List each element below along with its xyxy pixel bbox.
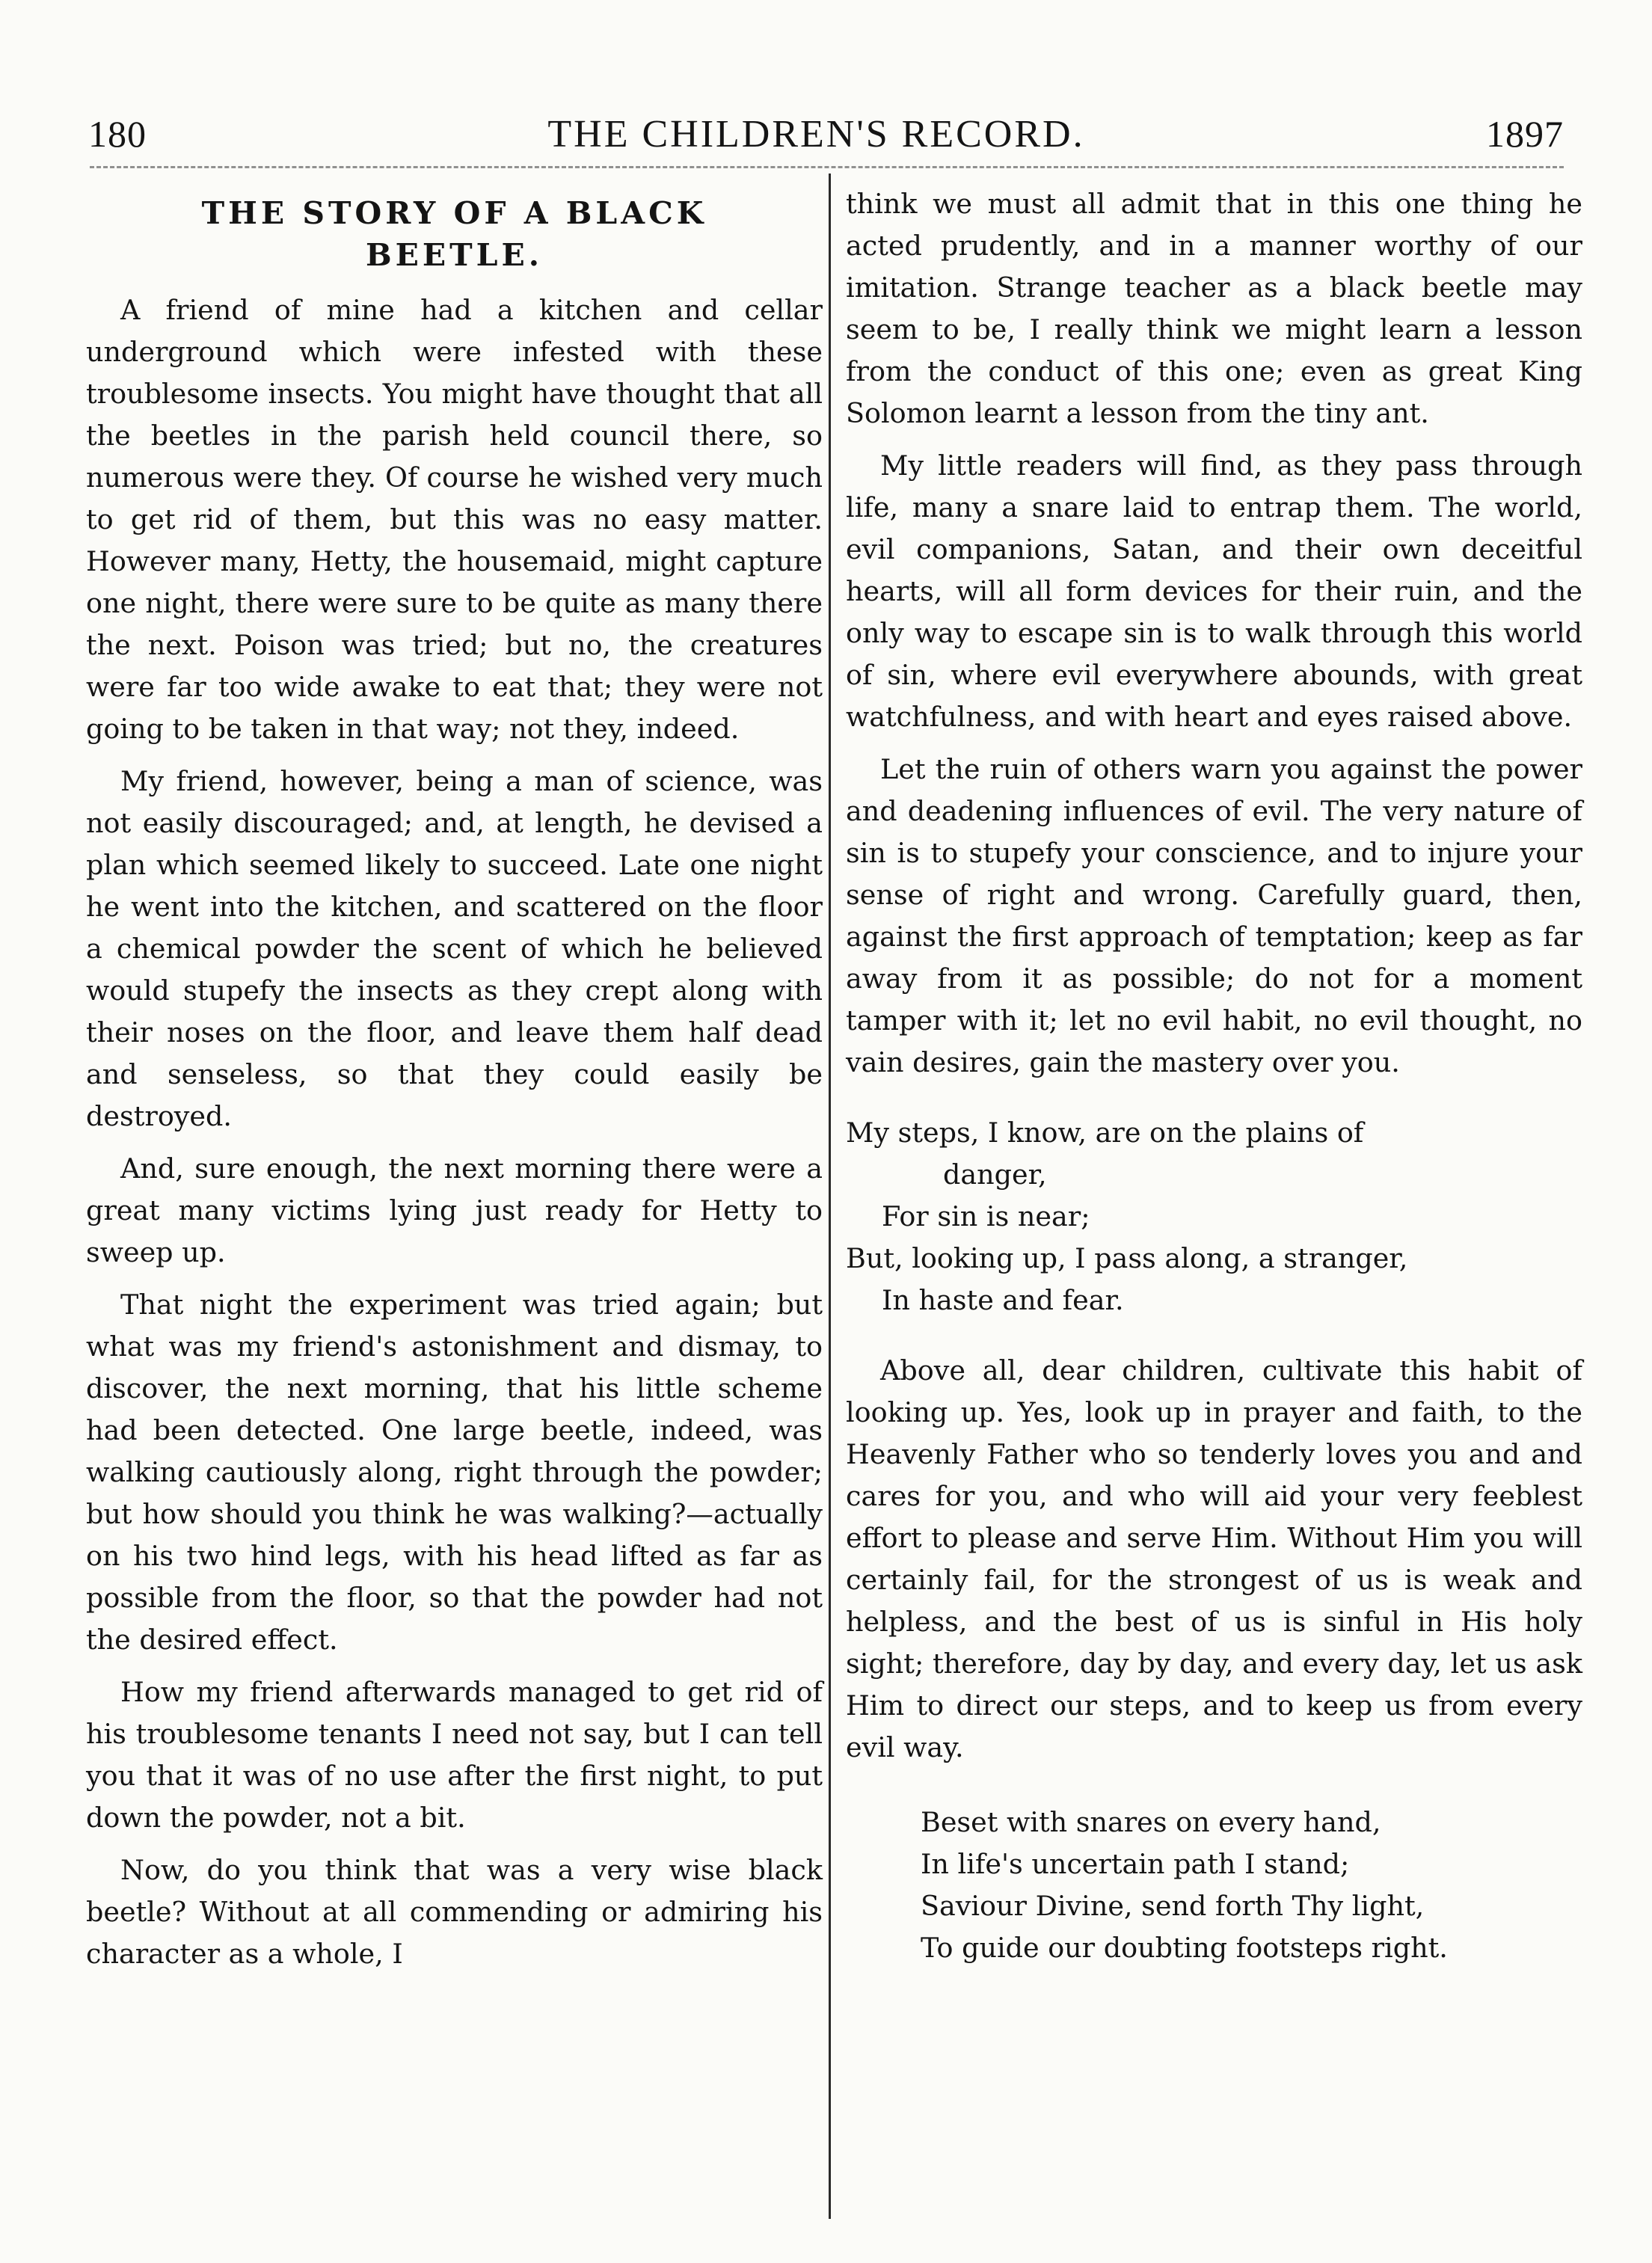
verse-line: My steps, I know, are on the plains of — [846, 1117, 1364, 1149]
paragraph: How my friend afterwards managed to get rid of his troublesome tenants I need not say, but I can tell you that it was of no use after the first night, to put down the powder, not a bit. — [86, 1676, 823, 1834]
verse-line: danger, — [943, 1158, 1047, 1191]
hymn-line: Saviour Divine, send forth Thy light, — [921, 1890, 1425, 1922]
title-line-1: THE STORY OF A BLACK — [201, 195, 707, 231]
left-column — [86, 183, 823, 1986]
paragraph: My little readers will find, as they pass through life, many a snare laid to entrap them. The world, evil companions, Satan, and their own deceitful hearts, will all form devices for their ruin, and the only way to escape sin is to walk through this world of sin, where evil everywhere abounds, with great watchfulness, and with heart and eyes raised above. — [846, 449, 1582, 733]
article-title — [101, 192, 808, 276]
page-header — [88, 112, 1564, 165]
verse-line: For sin is near; — [882, 1200, 1090, 1232]
column-divider — [829, 174, 831, 2219]
paragraph: A friend of mine had a kitchen and cellar underground which were infested with these troublesome insects. You might have thought that all the beetles in the parish held council there, so numerous were they. Of course he wished very much to get rid of them, but this was no easy matter. However many, Hetty, the housemaid, might capture one night, there were sure to be quite as many there the next. Poison was tried; but no, the creatures were far too wide awake to eat that; they were not going to be taken in that way; not they, indeed. — [86, 294, 823, 745]
verse-line: But, looking up, I pass along, a stranger, — [846, 1242, 1408, 1274]
hymn-stanza — [921, 1802, 1582, 1969]
hymn-line: Beset with snares on every hand, — [921, 1806, 1381, 1838]
paragraph: That night the experiment was tried again; but what was my friend's astonishment and dismay, to discover, the next morning, that his little scheme had been detected. One large beetle, indeed, was walking cautiously along, right through the powder; but how should you think he was walking?—actually on his two hind legs, with his head lifted as far as possible from the floor, so that the powder had not the desired effect. — [86, 1289, 823, 1656]
paragraph: Now, do you think that was a very wise black beetle? Without at all commending or admiring his character as a whole, I — [86, 1854, 823, 1970]
header-rule — [90, 166, 1564, 168]
paragraph: And, sure enough, the next morning there were a great many victims lying just ready for Hetty to sweep up. — [86, 1152, 823, 1268]
paragraph: My friend, however, being a man of science, was not easily discouraged; and, at length, he devised a plan which seemed likely to succeed. Late one night he went into the kitchen, and scattered on the floor a chemical powder the scent of which he believed would stupefy the insects as they crept along with their noses on the floor, and leave them half dead and senseless, so that they could easily be destroyed. — [86, 765, 823, 1132]
title-line-2: BEETLE. — [365, 237, 544, 273]
paragraph: Let the ruin of others warn you against the power and deadening influences of evil. The very nature of sin is to stupefy your conscience, and to injure your sense of right and wrong. Carefully guard, then, against the first approach of temptation; keep as far away from it as possible; do not for a moment tamper with it; let no evil habit, no evil thought, no vain desires, gain the mastery over you. — [846, 753, 1582, 1078]
paragraph: Above all, dear children, cultivate this habit of looking up. Yes, look up in prayer and faith, to the Heavenly Father who so tenderly loves you and and cares for you, and who will aid your very feeblest effort to please and serve Him. Without Him you will certainly fail, for the strongest of us is weak and helpless, and the best of us is sinful in His holy sight; therefore, day by day, and every day, let us ask Him to direct our steps, and to keep us from every evil way. — [846, 1354, 1582, 1763]
page-number: 180 — [88, 113, 147, 155]
hymn-line: In life's uncertain path I stand; — [921, 1848, 1350, 1880]
right-column — [846, 183, 1582, 1969]
verse-stanza — [846, 1112, 1582, 1321]
hymn-line: To guide our doubting footsteps right. — [921, 1932, 1448, 1964]
paragraph-continuation: think we must all admit that in this one thing he acted prudently, and in a manner worthy of our imitation. Strange teacher as a black beetle may seem to be, I really think we might learn a lesson from the conduct of this one; even as great King Solomon learnt a lesson from the tiny ant. — [846, 188, 1582, 429]
masthead: THE CHILDREN'S RECORD. — [547, 113, 1085, 156]
verse-line: In haste and fear. — [882, 1284, 1124, 1316]
year: 1897 — [1485, 113, 1564, 155]
